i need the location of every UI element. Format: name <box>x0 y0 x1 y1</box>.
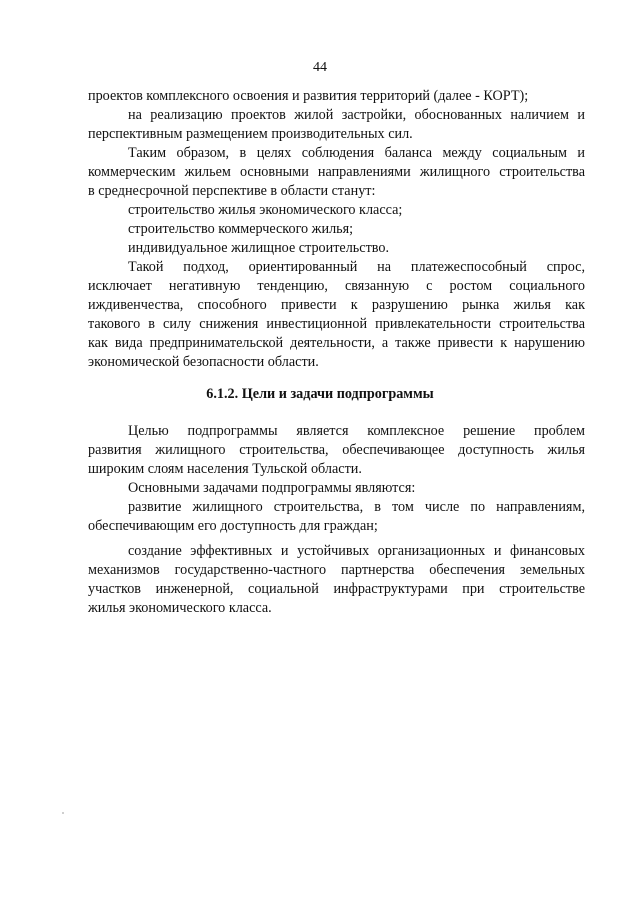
text-line: в среднесрочной перспективе в области станут: <box>88 183 376 199</box>
text-line: коммерческим жильем основными направлениями жилищного строительства <box>88 164 585 180</box>
text-line: исключает негативную тенденцию, связанную с ростом социального <box>88 278 585 294</box>
text-line: Основными задачами подпрограммы являются: <box>128 480 416 496</box>
text-line: проектов комплексного освоения и развития территорий (далее - КОРТ); <box>88 88 529 104</box>
text-line: Такой подход, ориентированный на платежеспособный спрос, <box>128 259 585 275</box>
list-item: индивидуальное жилищное строительство. <box>128 240 390 256</box>
text-line: экономической безопасности области. <box>88 354 319 370</box>
text-line: такового в силу снижения инвестиционной привлекательности строительства <box>88 316 585 332</box>
text-line: Таким образом, в целях соблюдения баланса между социальным и <box>128 145 585 161</box>
text-line: на реализацию проектов жилой застройки, обоснованных наличием и <box>128 107 585 123</box>
list-item: строительство коммерческого жилья; <box>128 221 354 237</box>
text-line: обеспечивающим его доступность для граждан; <box>88 518 378 534</box>
list-item: строительство жилья экономического класса; <box>128 202 403 218</box>
page-number: 44 <box>313 60 327 75</box>
text-line: механизмов государственно-частного партнерства обеспечения земельных <box>88 562 585 578</box>
text-line: как вида предпринимательской деятельности, а также привести к нарушению <box>88 335 585 351</box>
text-line: перспективным размещением производительных сил. <box>88 126 413 142</box>
text-line: жилья экономического класса. <box>88 600 272 616</box>
text-line: развитие жилищного строительства, в том числе по направлениям, <box>128 499 585 515</box>
text-line: создание эффективных и устойчивых организационных и финансовых <box>128 543 585 559</box>
text-line: участков инженерной, социальной инфраструктурами при строительстве <box>88 581 585 597</box>
text-line: широким слоям населения Тульской области. <box>88 461 362 477</box>
text-line: развития жилищного строительства, обеспечивающее доступность жилья <box>88 442 585 458</box>
scan-artifact <box>62 812 64 814</box>
text-line: иждивенчества, способного привести к разрушению рынка жилья как <box>88 297 585 313</box>
section-heading: 6.1.2. Цели и задачи подпрограммы <box>206 386 434 402</box>
text-line: Целью подпрограммы является комплексное решение проблем <box>128 423 585 439</box>
